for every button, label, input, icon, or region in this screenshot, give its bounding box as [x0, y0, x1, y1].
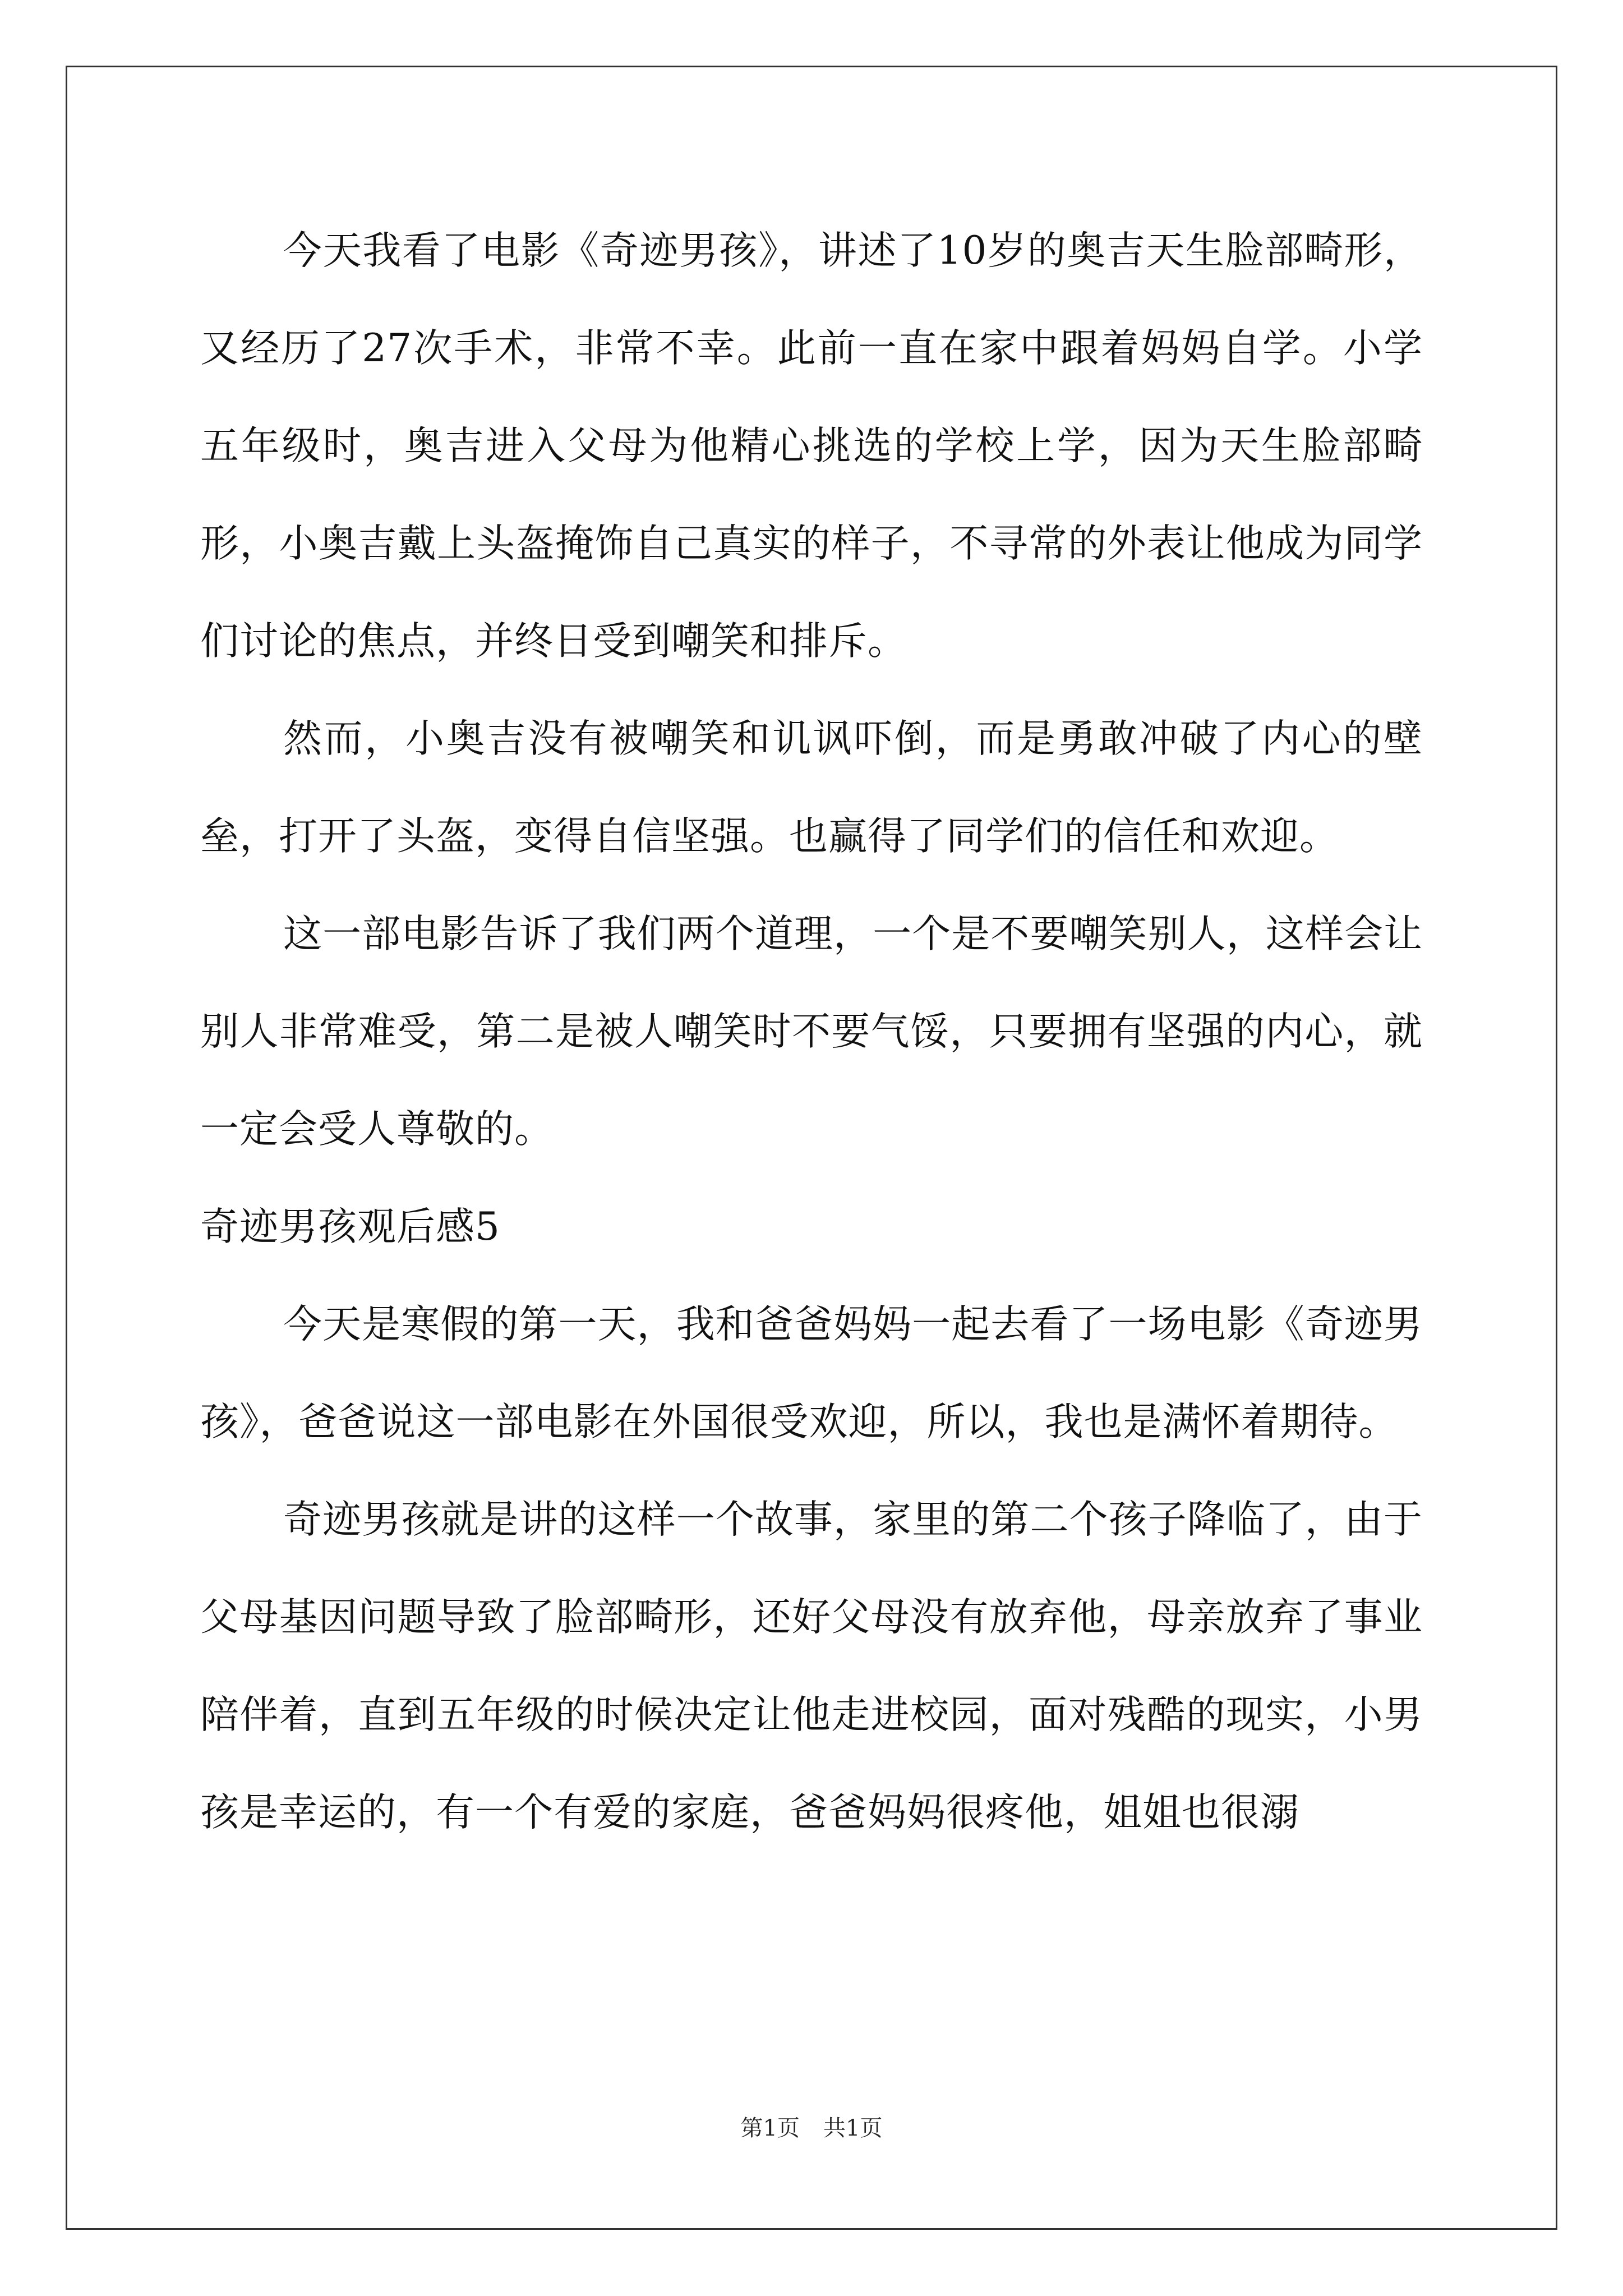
- page-number-total: 共1页: [823, 2115, 883, 2141]
- paragraph-3: 这一部电影告诉了我们两个道理，一个是不要嘲笑别人，这样会让别人非常难受，第二是被人嘲笑时不要气馁，只要拥有坚强的内心，就一定会受人尊敬的。: [200, 912, 1423, 1152]
- paragraph-5: 奇迹男孩就是讲的这样一个故事，家里的第二个孩子降临了，由于父母基因问题导致了脸部畸形，还好父母没有放弃他，母亲放弃了事业陪伴着，直到五年级的时候决定让他走进校园，面对残酷的现实，小男孩是幸运的，有一个有爱的家庭，爸爸妈妈很疼他，姐姐也很溺: [200, 1497, 1423, 1835]
- paragraph-2: 然而，小奥吉没有被嘲笑和讥讽吓倒，而是勇敢冲破了内心的壁垒，打开了头盔，变得自信坚强。也赢得了同学们的信任和欢迎。: [200, 716, 1423, 859]
- paragraph-1: 今天我看了电影《奇迹男孩》，讲述了10岁的奥吉天生脸部畸形，又经历了27次手术，非常不幸。此前一直在家中跟着妈妈自学。小学五年级时，奥吉进入父母为他精心挑选的学校上学，因为天生脸部畸形，小奥吉戴上头盔掩饰自己真实的样子，不寻常的外表让他成为同学们讨论的焦点，并终日受到嘲笑和排斥。: [200, 228, 1423, 664]
- section-heading: 奇迹男孩观后感5: [200, 1204, 500, 1249]
- paragraph-4: 今天是寒假的第一天，我和爸爸妈妈一起去看了一场电影《奇迹男孩》，爸爸说这一部电影在外国很受欢迎，所以，我也是满怀着期待。: [200, 1302, 1423, 1444]
- page-footer: [0, 2111, 1623, 2145]
- document-body: [200, 202, 1423, 1861]
- page-number-current: 第1页: [740, 2115, 800, 2141]
